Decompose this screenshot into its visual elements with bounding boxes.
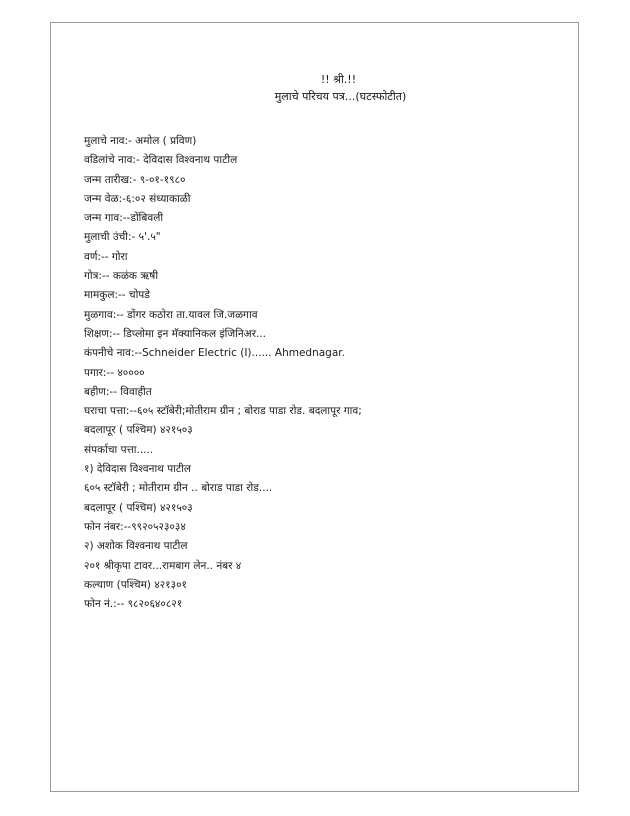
mamkul-line: मामकुल:-- चोपडे xyxy=(84,289,150,302)
contact-address-heading: संपर्काचा पत्ता..... xyxy=(84,443,154,456)
contact-2-phone: फोन नं.:-- ९८२०६४०८२१ xyxy=(84,598,183,611)
company-line: कंपनीचे नाव:--Schneider Electric (I)...... Ahmednagar. xyxy=(84,347,345,360)
contact-2-name: २) अशोक विश्वनाथ पाटील xyxy=(84,540,188,553)
salary-line: पगार:-- ४०००० xyxy=(84,366,145,379)
contact-1-address: ६०५ स्टॉबेरी ; मोतीराम ग्रीन .. बोराड पाडा रोड.... xyxy=(84,482,273,495)
gotra-line: गोत्र:-- कळंक ऋषी xyxy=(84,270,159,283)
complexion-line: वर्ण:-- गोरा xyxy=(84,250,128,263)
home-address-line: घराचा पत्ता:--६०५ स्टॉबेरी;मोतीराम ग्रीन ; बोराड पाडा रोड. बदलापूर गाव; xyxy=(84,405,362,418)
education-line: शिक्षण:-- डिप्लोमा इन मॅक्यानिकल इंजिनिअर... xyxy=(84,327,267,340)
boy-name-line: मुलाचे नाव:- अमोल ( प्रविण) xyxy=(84,135,197,147)
native-place-line: मुळगाव:-- डोंगर कठोरा ता.यावल जि.जळगाव xyxy=(84,308,258,321)
contact-1-city: बदलापूर ( पश्चिम) ४२१५०३ xyxy=(84,501,193,514)
contact-1-phone: फोन नंबर:--९९२०५२३०३४ xyxy=(84,520,186,533)
profile-details xyxy=(84,132,568,614)
document-header xyxy=(51,72,578,106)
document-title: मुलाचे परिचय पत्र...(घटस्फोटीत) xyxy=(274,90,407,103)
height-line: मुलाची उंची:- ५'.५" xyxy=(84,231,161,244)
contact-1-name: १) देविदास विश्वनाथ पाटील xyxy=(84,463,192,476)
home-address-line-2: बदलापूर ( पश्चिम) ४२१५०३ xyxy=(84,424,193,437)
birth-time-line: जन्म वेळ:-६:०२ संध्याकाळी xyxy=(84,192,191,205)
contact-2-city: कल्याण (पश्चिम) ४२१३०१ xyxy=(84,578,187,591)
birth-date-line: जन्म तारीख:- ९-०१-१९८० xyxy=(84,173,186,186)
document-page xyxy=(50,22,579,792)
birth-place-line: जन्म गाव:--डोंबिवली xyxy=(84,212,164,225)
invocation-heading: !! श्री.!! xyxy=(320,73,357,86)
contact-2-address: २०१ श्रीकृपा टावर...रामबाग लेन.. नंबर ४ xyxy=(84,559,242,572)
sister-line: बहीण:-- विवाहीत xyxy=(84,385,152,398)
father-name-line: वडिलांचे नाव:- देविदास विश्वनाथ पाटील xyxy=(84,154,238,167)
